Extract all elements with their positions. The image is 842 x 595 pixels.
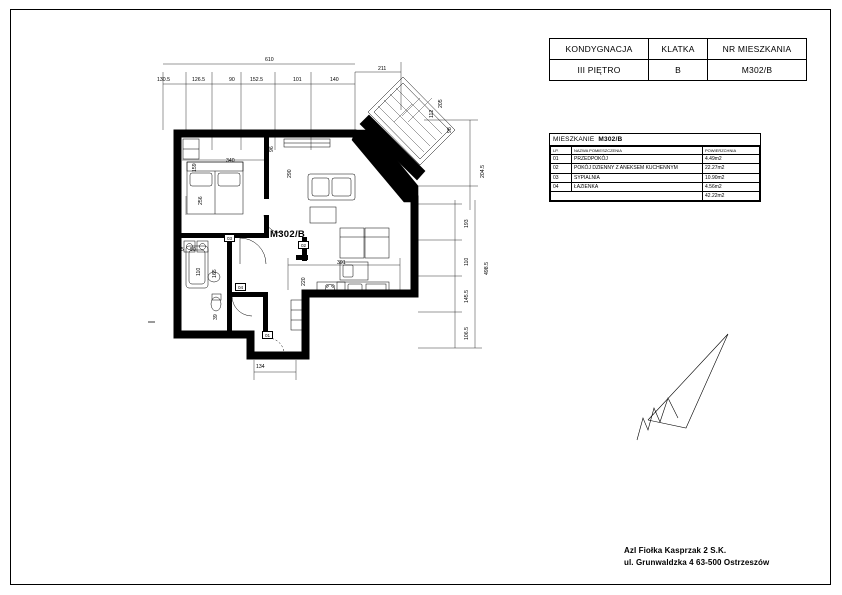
schedule-row-name: POKÓJ DZIENNY Z ANEKSEM KUCHENNYM xyxy=(572,164,703,173)
schedule-row-lp: 02 xyxy=(551,164,572,173)
header-value-klatka: B xyxy=(649,60,708,81)
dimension-label: 98 xyxy=(447,127,453,133)
dimension-label: 340 xyxy=(226,158,235,164)
dimension-label: 140 xyxy=(330,77,339,83)
room-tag-02: 02 xyxy=(298,241,309,249)
company-name: AzI Fiołka Kasprzak 2 S.K. xyxy=(624,546,727,555)
dimension-label: 130.5 xyxy=(157,77,170,83)
schedule-col-area: POWIERZCHNIA xyxy=(703,147,760,155)
room-tag-03: 03 xyxy=(224,234,235,242)
dimension-label: 90 xyxy=(229,77,235,83)
dimension-label: 145.5 xyxy=(464,290,470,303)
room-tag-04: 04 xyxy=(235,283,246,291)
dimension-label: 96 xyxy=(269,146,275,152)
dimension-label: 112 xyxy=(429,109,435,118)
header-col-kondygnacja: KONDYGNACJA xyxy=(550,39,649,60)
schedule-total-area: 42.22m2 xyxy=(703,192,760,201)
dimension-label: 220 xyxy=(301,277,307,286)
schedule-row-name: ŁAZIENKA xyxy=(572,182,703,191)
schedule-row-name: SYPIALNIA xyxy=(572,173,703,182)
schedule-row-area: 22.27m2 xyxy=(703,164,760,173)
schedule-row-lp: 04 xyxy=(551,182,572,191)
dimension-label: 290 xyxy=(287,169,293,178)
schedule-title-prefix: MIESZKANIE xyxy=(553,136,595,143)
dimension-label: 110 xyxy=(464,257,470,266)
schedule-col-name: NAZWA POMIESZCZENIA xyxy=(572,147,703,155)
dimension-label: 165 xyxy=(212,269,218,278)
dimension-label: 90 xyxy=(190,247,196,253)
dimension-label: 126.5 xyxy=(192,77,205,83)
company-footer xyxy=(624,545,769,570)
header-col-klatka: KLATKA xyxy=(649,39,708,60)
schedule-row-area: 4.49m2 xyxy=(703,155,760,164)
dimension-label: 101 xyxy=(293,77,302,83)
dimension-label: 106.5 xyxy=(464,327,470,340)
dimension-label: 211 xyxy=(378,66,387,72)
company-address: ul. Grunwaldzka 4 63-500 Ostrzeszów xyxy=(624,558,770,568)
dimension-label: 193 xyxy=(464,219,470,228)
schedule-col-lp: LP. xyxy=(551,147,572,155)
apartment-label: M302/B xyxy=(270,229,306,240)
dimension-label: 39 xyxy=(213,314,219,320)
schedule-row-area: 4.56m2 xyxy=(703,182,760,191)
dimension-label: 204.5 xyxy=(480,165,486,178)
header-col-nr-mieszkania: NR MIESZKANIA xyxy=(708,39,807,60)
dimension-label: 391 xyxy=(337,260,346,266)
header-value-nr-mieszkania: M302/B xyxy=(708,60,807,81)
schedule-title-value: M302/B xyxy=(598,136,623,143)
schedule-row-lp: 01 xyxy=(551,155,572,164)
dimension-label: 55 xyxy=(178,247,184,253)
header-value-kondygnacja: III PIĘTRO xyxy=(550,60,649,81)
dimension-label: 256 xyxy=(198,196,204,205)
dimension-label: 498.5 xyxy=(484,262,490,275)
dimension-label: 110 xyxy=(196,267,202,276)
dimension-label: 205 xyxy=(438,99,444,108)
schedule-row-area: 10.90m2 xyxy=(703,173,760,182)
dimension-label: 134 xyxy=(256,364,265,370)
dimension-label: 610 xyxy=(265,57,274,63)
dimension-label: 159 xyxy=(192,163,198,172)
schedule-row-name: PRZEDPOKÓJ xyxy=(572,155,703,164)
room-tag-01: 01 xyxy=(262,331,273,339)
schedule-row-lp: 03 xyxy=(551,173,572,182)
dimension-label: 152.5 xyxy=(250,77,263,83)
